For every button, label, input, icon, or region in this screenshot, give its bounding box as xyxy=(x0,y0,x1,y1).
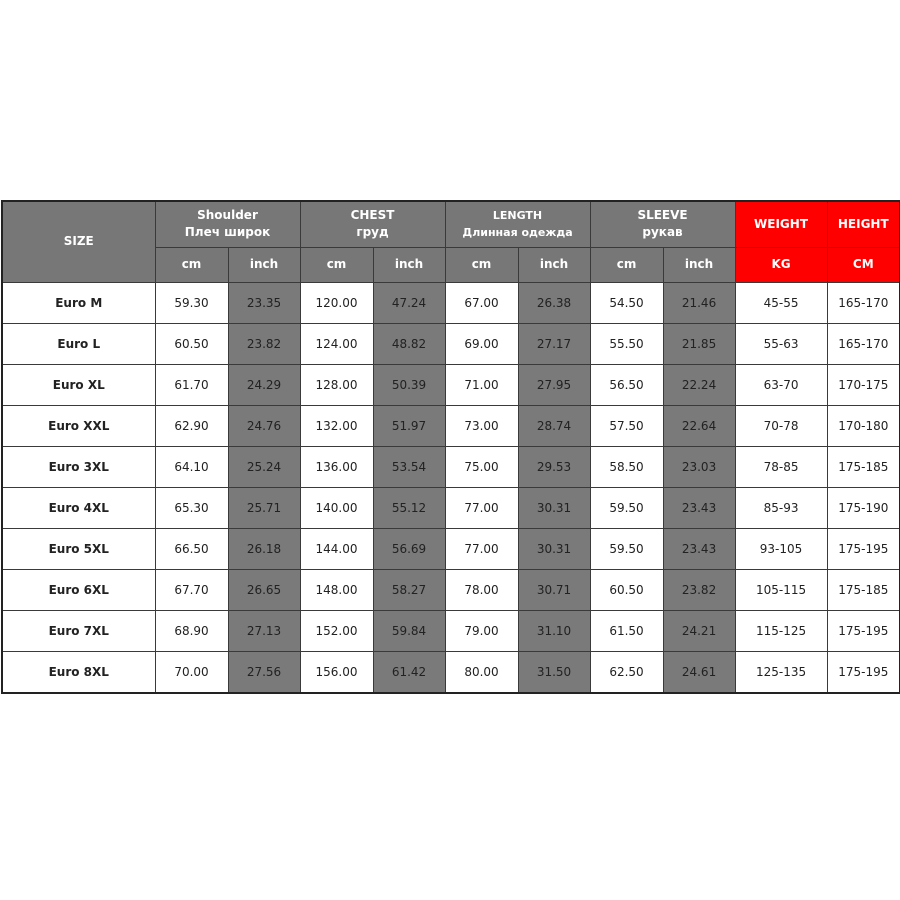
chest-inch-cell: 61.42 xyxy=(373,651,445,693)
weight-cell: 93-105 xyxy=(735,528,827,569)
length-cm-cell: 73.00 xyxy=(445,405,518,446)
length-header-en: LENGTH xyxy=(492,209,543,223)
chest-inch-cell: 58.27 xyxy=(373,569,445,610)
length-cm-cell: 69.00 xyxy=(445,323,518,364)
size-cell: Euro 8XL xyxy=(2,651,155,693)
chest-cm-cell: 152.00 xyxy=(300,610,373,651)
size-chart-body xyxy=(2,282,900,693)
length-inch-cell: 28.74 xyxy=(518,405,590,446)
sleeve-header-en: SLEEVE xyxy=(637,208,688,223)
size-cell: Euro XL xyxy=(2,364,155,405)
sleeve-cm-cell: 57.50 xyxy=(590,405,663,446)
height-cell: 175-190 xyxy=(827,487,900,528)
length-cm-cell: 67.00 xyxy=(445,282,518,323)
length-inch-cell: 30.31 xyxy=(518,528,590,569)
chest-cm-cell: 136.00 xyxy=(300,446,373,487)
length-header-ru: Длинная одежда xyxy=(462,226,573,240)
height-cell: 175-195 xyxy=(827,528,900,569)
sleeve-inch-header: inch xyxy=(663,247,735,282)
shoulder-inch-cell: 26.18 xyxy=(228,528,300,569)
length-cm-cell: 79.00 xyxy=(445,610,518,651)
shoulder-cm-cell: 65.30 xyxy=(155,487,228,528)
size-chart-table xyxy=(1,200,900,694)
sleeve-cm-cell: 59.50 xyxy=(590,528,663,569)
sleeve-inch-cell: 22.24 xyxy=(663,364,735,405)
weight-cell: 105-115 xyxy=(735,569,827,610)
length-inch-header: inch xyxy=(518,247,590,282)
height-cell: 170-175 xyxy=(827,364,900,405)
sleeve-inch-cell: 23.43 xyxy=(663,487,735,528)
size-cell: Euro 3XL xyxy=(2,446,155,487)
height-header: HEIGHT xyxy=(827,201,900,247)
table-row xyxy=(2,446,900,487)
shoulder-inch-cell: 23.82 xyxy=(228,323,300,364)
chest-cm-cell: 148.00 xyxy=(300,569,373,610)
sleeve-inch-cell: 24.21 xyxy=(663,610,735,651)
sleeve-inch-cell: 21.46 xyxy=(663,282,735,323)
shoulder-inch-cell: 24.29 xyxy=(228,364,300,405)
chest-cm-cell: 120.00 xyxy=(300,282,373,323)
length-cm-cell: 75.00 xyxy=(445,446,518,487)
length-inch-cell: 30.71 xyxy=(518,569,590,610)
sleeve-inch-cell: 21.85 xyxy=(663,323,735,364)
sleeve-header-ru: рукав xyxy=(642,225,683,240)
shoulder-cm-cell: 64.10 xyxy=(155,446,228,487)
weight-cell: 55-63 xyxy=(735,323,827,364)
shoulder-cm-cell: 61.70 xyxy=(155,364,228,405)
chest-inch-cell: 51.97 xyxy=(373,405,445,446)
height-cell: 175-185 xyxy=(827,569,900,610)
length-cm-cell: 71.00 xyxy=(445,364,518,405)
table-row xyxy=(2,282,900,323)
chest-header-ru: груд xyxy=(356,225,389,240)
sleeve-cm-cell: 62.50 xyxy=(590,651,663,693)
shoulder-cm-cell: 66.50 xyxy=(155,528,228,569)
length-header xyxy=(445,201,590,247)
shoulder-inch-cell: 24.76 xyxy=(228,405,300,446)
weight-unit-header: KG xyxy=(735,247,827,282)
chest-inch-cell: 48.82 xyxy=(373,323,445,364)
length-inch-cell: 29.53 xyxy=(518,446,590,487)
chest-cm-header: cm xyxy=(300,247,373,282)
shoulder-inch-cell: 23.35 xyxy=(228,282,300,323)
shoulder-inch-cell: 27.56 xyxy=(228,651,300,693)
sleeve-inch-cell: 23.03 xyxy=(663,446,735,487)
length-cm-cell: 77.00 xyxy=(445,528,518,569)
size-cell: Euro 4XL xyxy=(2,487,155,528)
height-cell: 165-170 xyxy=(827,282,900,323)
sleeve-cm-cell: 59.50 xyxy=(590,487,663,528)
chest-inch-header: inch xyxy=(373,247,445,282)
sleeve-inch-cell: 22.64 xyxy=(663,405,735,446)
chest-cm-cell: 132.00 xyxy=(300,405,373,446)
sleeve-cm-cell: 60.50 xyxy=(590,569,663,610)
chest-inch-cell: 47.24 xyxy=(373,282,445,323)
chest-header-en: CHEST xyxy=(350,208,395,223)
shoulder-cm-cell: 67.70 xyxy=(155,569,228,610)
chest-inch-cell: 55.12 xyxy=(373,487,445,528)
size-header: SIZE xyxy=(2,201,155,282)
size-cell: Euro M xyxy=(2,282,155,323)
table-row xyxy=(2,405,900,446)
sleeve-inch-cell: 23.82 xyxy=(663,569,735,610)
sleeve-inch-cell: 24.61 xyxy=(663,651,735,693)
height-cell: 175-185 xyxy=(827,446,900,487)
sleeve-cm-cell: 55.50 xyxy=(590,323,663,364)
sleeve-header xyxy=(590,201,735,247)
height-cell: 165-170 xyxy=(827,323,900,364)
height-unit-header: CM xyxy=(827,247,900,282)
weight-cell: 78-85 xyxy=(735,446,827,487)
length-inch-cell: 26.38 xyxy=(518,282,590,323)
table-row xyxy=(2,528,900,569)
shoulder-cm-cell: 60.50 xyxy=(155,323,228,364)
chest-inch-cell: 53.54 xyxy=(373,446,445,487)
table-row xyxy=(2,610,900,651)
table-row xyxy=(2,487,900,528)
weight-header: WEIGHT xyxy=(735,201,827,247)
sleeve-cm-header: cm xyxy=(590,247,663,282)
shoulder-cm-cell: 70.00 xyxy=(155,651,228,693)
size-cell: Euro XXL xyxy=(2,405,155,446)
chest-inch-cell: 56.69 xyxy=(373,528,445,569)
table-row xyxy=(2,323,900,364)
table-row xyxy=(2,364,900,405)
chest-cm-cell: 128.00 xyxy=(300,364,373,405)
shoulder-cm-cell: 59.30 xyxy=(155,282,228,323)
chest-cm-cell: 156.00 xyxy=(300,651,373,693)
shoulder-inch-header: inch xyxy=(228,247,300,282)
shoulder-header-en: Shoulder xyxy=(197,208,258,223)
weight-cell: 125-135 xyxy=(735,651,827,693)
chest-header xyxy=(300,201,445,247)
shoulder-inch-cell: 26.65 xyxy=(228,569,300,610)
shoulder-inch-cell: 25.71 xyxy=(228,487,300,528)
weight-cell: 115-125 xyxy=(735,610,827,651)
sleeve-cm-cell: 61.50 xyxy=(590,610,663,651)
table-row xyxy=(2,651,900,693)
weight-cell: 85-93 xyxy=(735,487,827,528)
size-cell: Euro 7XL xyxy=(2,610,155,651)
size-cell: Euro 5XL xyxy=(2,528,155,569)
shoulder-cm-header: cm xyxy=(155,247,228,282)
chest-cm-cell: 144.00 xyxy=(300,528,373,569)
length-inch-cell: 30.31 xyxy=(518,487,590,528)
shoulder-header-ru: Плеч широк xyxy=(184,225,271,240)
sleeve-cm-cell: 58.50 xyxy=(590,446,663,487)
length-inch-cell: 27.17 xyxy=(518,323,590,364)
shoulder-inch-cell: 27.13 xyxy=(228,610,300,651)
shoulder-cm-cell: 68.90 xyxy=(155,610,228,651)
height-cell: 170-180 xyxy=(827,405,900,446)
shoulder-header xyxy=(155,201,300,247)
length-cm-cell: 77.00 xyxy=(445,487,518,528)
length-cm-cell: 78.00 xyxy=(445,569,518,610)
shoulder-inch-cell: 25.24 xyxy=(228,446,300,487)
sleeve-inch-cell: 23.43 xyxy=(663,528,735,569)
weight-cell: 63-70 xyxy=(735,364,827,405)
sleeve-cm-cell: 54.50 xyxy=(590,282,663,323)
weight-cell: 45-55 xyxy=(735,282,827,323)
length-cm-header: cm xyxy=(445,247,518,282)
size-cell: Euro 6XL xyxy=(2,569,155,610)
chest-cm-cell: 140.00 xyxy=(300,487,373,528)
length-cm-cell: 80.00 xyxy=(445,651,518,693)
weight-cell: 70-78 xyxy=(735,405,827,446)
sleeve-cm-cell: 56.50 xyxy=(590,364,663,405)
table-row xyxy=(2,569,900,610)
chest-cm-cell: 124.00 xyxy=(300,323,373,364)
length-inch-cell: 31.50 xyxy=(518,651,590,693)
height-cell: 175-195 xyxy=(827,651,900,693)
shoulder-cm-cell: 62.90 xyxy=(155,405,228,446)
chest-inch-cell: 50.39 xyxy=(373,364,445,405)
length-inch-cell: 31.10 xyxy=(518,610,590,651)
chest-inch-cell: 59.84 xyxy=(373,610,445,651)
size-cell: Euro L xyxy=(2,323,155,364)
length-inch-cell: 27.95 xyxy=(518,364,590,405)
height-cell: 175-195 xyxy=(827,610,900,651)
